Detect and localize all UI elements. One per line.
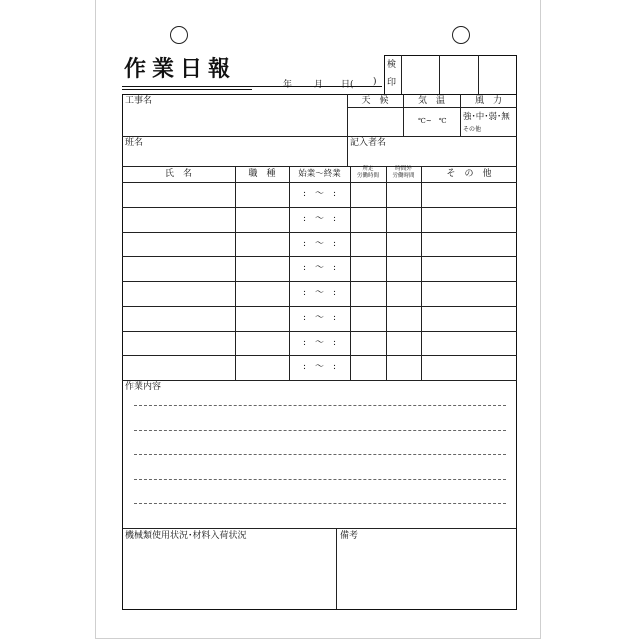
table-row-line bbox=[122, 306, 517, 307]
header-subline bbox=[347, 107, 517, 108]
time-range-placeholder: : ～ : bbox=[302, 263, 337, 273]
table-row-line bbox=[122, 331, 517, 332]
time-range-placeholder: : ～ : bbox=[302, 313, 337, 323]
writing-line bbox=[134, 405, 506, 406]
time-range-placeholder: : ～ : bbox=[302, 214, 337, 224]
date-year: 年 bbox=[283, 80, 293, 90]
stamp-divider bbox=[439, 55, 440, 95]
date-day-close: ) bbox=[373, 77, 377, 87]
table-row-line bbox=[122, 207, 517, 208]
table-col-divider bbox=[350, 166, 351, 380]
date-day: 日( bbox=[341, 80, 354, 90]
stamp-divider bbox=[401, 55, 402, 95]
col-hours: 始業～終業 bbox=[298, 169, 341, 179]
col-other: そ の 他 bbox=[446, 169, 492, 179]
title-underline-accent bbox=[122, 89, 252, 90]
work-section-top bbox=[122, 380, 517, 381]
temperature-range: ℃~ ℃ bbox=[418, 117, 447, 125]
wind-other: その他 bbox=[463, 126, 482, 133]
time-range-placeholder: : ～ : bbox=[302, 288, 337, 298]
wind-label: 風 力 bbox=[474, 96, 502, 106]
table-row-line bbox=[122, 355, 517, 356]
form-title: 作業日報 bbox=[124, 56, 237, 82]
stamp-label-ken: 検 bbox=[387, 60, 397, 70]
time-range-placeholder: : ～ : bbox=[302, 338, 337, 348]
stamp-divider bbox=[478, 55, 479, 95]
header-line bbox=[122, 166, 517, 167]
table-row-line bbox=[122, 281, 517, 282]
col-occupation: 職 種 bbox=[248, 169, 276, 179]
writing-line bbox=[134, 430, 506, 431]
recorder-label: 記入者名 bbox=[350, 138, 387, 148]
header-line bbox=[122, 136, 517, 137]
table-row-line bbox=[122, 182, 517, 183]
binder-hole-left bbox=[170, 26, 188, 44]
binder-hole-right bbox=[452, 26, 470, 44]
temperature-label: 気 温 bbox=[417, 96, 445, 106]
writing-line bbox=[134, 479, 506, 480]
weather-label: 天 候 bbox=[361, 96, 389, 106]
table-row-line bbox=[122, 256, 517, 257]
machine-status-label: 機械類使用状況･材料入荷状況 bbox=[125, 531, 247, 541]
writing-line bbox=[134, 503, 506, 504]
writing-line bbox=[134, 454, 506, 455]
table-col-divider bbox=[386, 166, 387, 380]
col-regular-bottom: 労働時間 bbox=[356, 173, 379, 179]
inspection-stamp-box bbox=[384, 55, 517, 95]
remarks-label: 備考 bbox=[340, 531, 359, 541]
time-range-placeholder: : ～ : bbox=[302, 189, 337, 199]
date-month: 月 bbox=[314, 80, 324, 90]
col-name: 氏 名 bbox=[164, 169, 192, 179]
time-range-placeholder: : ～ : bbox=[302, 239, 337, 249]
table-col-divider bbox=[421, 166, 422, 380]
work-content-label: 作業内容 bbox=[125, 382, 162, 392]
col-overtime-bottom: 労働時間 bbox=[392, 173, 415, 179]
col-regular-top: 所定 bbox=[362, 166, 374, 172]
table-row-line bbox=[122, 232, 517, 233]
table-col-divider bbox=[235, 166, 236, 380]
time-range-placeholder: : ～ : bbox=[302, 362, 337, 372]
col-overtime-top: 時間外 bbox=[395, 166, 412, 172]
stamp-label-in: 印 bbox=[387, 78, 397, 88]
team-name-label: 班名 bbox=[125, 138, 144, 148]
project-name-label: 工事名 bbox=[125, 96, 153, 106]
form-frame bbox=[122, 94, 517, 529]
wind-levels: 強･中･弱･無 bbox=[463, 112, 510, 122]
